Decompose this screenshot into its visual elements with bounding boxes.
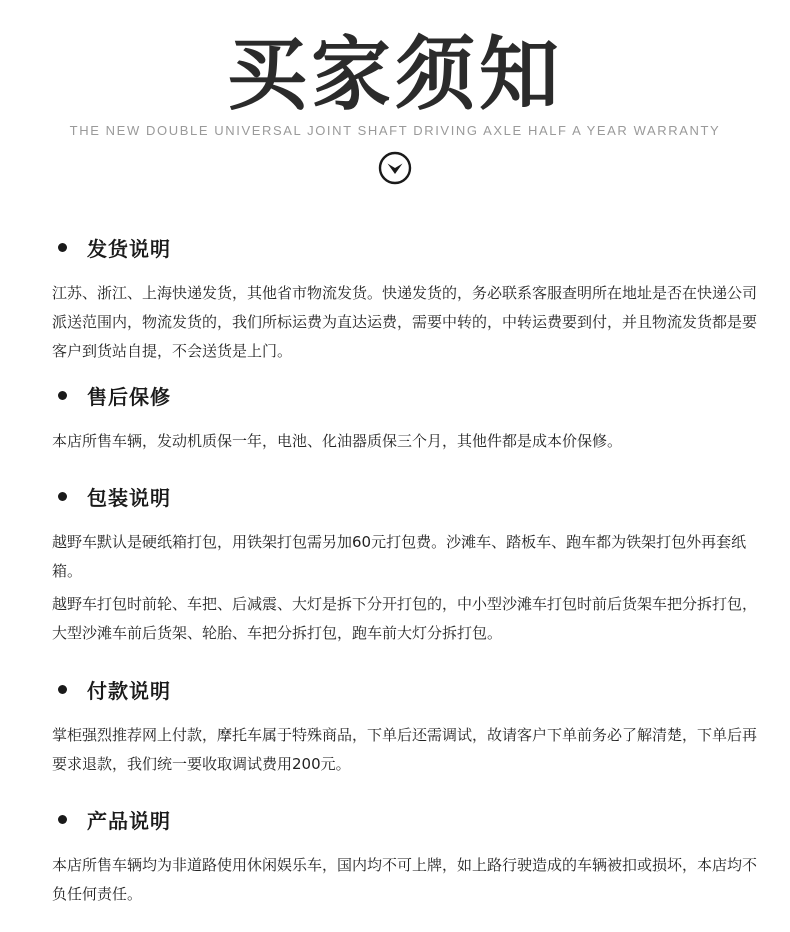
section-heading — [52, 674, 758, 704]
section-product — [52, 804, 758, 909]
section-paragraph: 掌柜强烈推荐网上付款，摩托车属于特殊商品，下单后还需调试，故请客户下单前务必了解清楚，下单后再要求退款，我们统一要收取调试费用200元。 — [52, 726, 758, 773]
bullet-icon — [58, 243, 67, 252]
section-paragraph: 本店所售车辆均为非道路使用休闲娱乐车，国内均不可上牌，如上路行驶造成的车辆被扣或损坏，本店均不负任何责任。 — [52, 856, 758, 903]
section-heading — [52, 804, 758, 834]
section-title: 包装说明 — [87, 485, 171, 510]
section-payment — [52, 674, 758, 779]
section-title: 付款说明 — [87, 678, 171, 703]
section-paragraph: 本店所售车辆，发动机质保一年，电池、化油器质保三个月，其他件都是成本价保修。 — [52, 432, 623, 450]
section-packaging — [52, 481, 758, 648]
section-title: 发货说明 — [87, 236, 171, 261]
bullet-icon — [58, 391, 67, 400]
bullet-icon — [58, 492, 67, 501]
section-paragraph: 越野车打包时前轮、车把、后减震、大灯是拆下分开打包的，中小型沙滩车打包时前后货架车把分拆打包，大型沙滩车前后货架、轮胎、车把分拆打包，跑车前大灯分拆打包。 — [52, 595, 758, 642]
section-paragraph: 江苏、浙江、上海快递发货，其他省市物流发货。快递发货的，务必联系客服查明所在地址是否在快递公司派送范围内，物流发货的，我们所标运费为直达运费，需要中转的，中转运费要到付，并且物流发货都是要客户到货站自提，不会送货是上门。 — [52, 284, 758, 360]
section-heading — [52, 481, 758, 511]
section-heading — [52, 232, 758, 262]
section-title: 售后保修 — [87, 384, 171, 409]
section-after-sales — [52, 380, 758, 456]
chevron-down-circle-icon — [378, 151, 412, 185]
bullet-icon — [58, 685, 67, 694]
section-shipping — [52, 232, 758, 366]
section-paragraph: 越野车默认是硬纸箱打包，用铁架打包需另加60元打包费。沙滩车、踏板车、跑车都为铁架打包外再套纸箱。 — [52, 533, 747, 580]
bullet-icon — [58, 815, 67, 824]
page-subtitle: THE NEW DOUBLE UNIVERSAL JOINT SHAFT DRIVING AXLE HALF A YEAR WARRANTY — [69, 123, 721, 138]
section-heading — [52, 380, 758, 410]
section-title: 产品说明 — [87, 808, 171, 833]
page-title: 买家须知 — [227, 28, 563, 121]
